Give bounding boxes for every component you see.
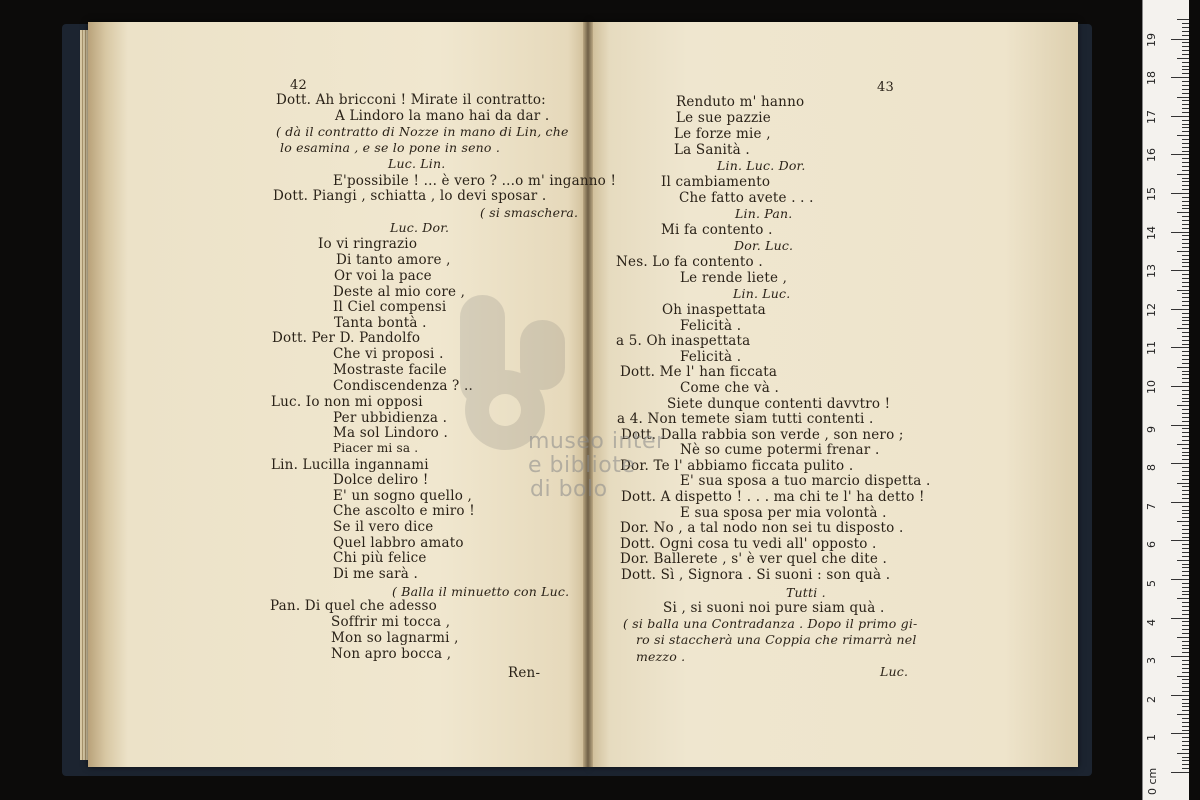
ruler-tick	[1182, 35, 1189, 36]
ruler-tick	[1182, 556, 1189, 557]
left_page-line: Or voi la pace	[334, 268, 432, 284]
ruler-tick	[1182, 432, 1189, 433]
ruler-number: 17	[1145, 109, 1158, 124]
ruler-number: 13	[1145, 264, 1158, 279]
ruler-tick	[1182, 757, 1189, 758]
ruler-tick	[1182, 583, 1189, 584]
ruler-tick	[1177, 19, 1189, 20]
ruler-tick	[1182, 525, 1189, 526]
ruler-tick	[1182, 679, 1189, 680]
ruler-tick	[1182, 131, 1189, 132]
ruler-tick	[1182, 710, 1189, 711]
ruler-tick	[1182, 127, 1189, 128]
measurement-ruler	[1142, 0, 1189, 800]
ruler-tick	[1171, 772, 1189, 773]
ruler-tick	[1182, 243, 1189, 244]
ruler-tick	[1182, 382, 1189, 383]
ruler-tick	[1182, 332, 1189, 333]
right_page-line: Le sue pazzie	[676, 110, 771, 126]
ruler-tick	[1182, 394, 1189, 395]
right_page-line: Che fatto avete . . .	[679, 190, 814, 206]
ruler-tick	[1182, 293, 1189, 294]
left_page-line: Mostraste facile	[333, 362, 447, 378]
ruler-tick	[1177, 483, 1189, 484]
ruler-tick	[1182, 591, 1189, 592]
ruler-tick	[1182, 641, 1189, 642]
ruler-tick	[1182, 239, 1189, 240]
ruler-tick	[1171, 733, 1189, 734]
ruler-tick	[1182, 151, 1189, 152]
ruler-tick	[1182, 529, 1189, 530]
ruler-tick	[1182, 305, 1189, 306]
left_page-line: Lin. Lucilla ingannami	[271, 457, 429, 473]
ruler-tick	[1182, 706, 1189, 707]
ruler-tick	[1182, 286, 1189, 287]
ruler-tick	[1182, 313, 1189, 314]
ruler-tick	[1182, 147, 1189, 148]
right_page-line: Lin. Luc.	[733, 286, 791, 301]
right_page-line: Lin. Pan.	[735, 206, 793, 221]
ruler-tick	[1182, 687, 1189, 688]
ruler-number: 10	[1145, 380, 1158, 394]
watermark-line-3: di bolo	[530, 477, 608, 502]
ruler-tick	[1182, 417, 1189, 418]
ruler-tick	[1177, 251, 1189, 252]
ruler-tick	[1182, 112, 1189, 113]
right_page-line: Dor. Te l' abbiamo ficcata pulito .	[620, 458, 854, 474]
left_page-line: Dott. Per D. Pandolfo	[272, 330, 421, 346]
ruler-tick	[1182, 73, 1189, 74]
ruler-tick	[1182, 297, 1189, 298]
ruler-tick	[1182, 166, 1189, 167]
left_page-line: E' un sogno quello ,	[333, 488, 473, 504]
right_page-line: Dott. Dalla rabbia son verde , son nero ;	[621, 427, 904, 443]
ruler-tick	[1182, 594, 1189, 595]
ruler-tick	[1182, 421, 1189, 422]
left_page-line: A Lindoro la mano hai da dar .	[335, 108, 550, 124]
ruler-tick	[1182, 544, 1189, 545]
ruler-unit: 0 cm	[1146, 767, 1159, 795]
left_page-line: Il Ciel compensi	[333, 299, 447, 315]
ruler-tick	[1182, 185, 1189, 186]
right_page-line: Come che và .	[680, 380, 779, 396]
ruler-tick	[1171, 116, 1189, 117]
ruler-tick	[1182, 490, 1189, 491]
left_page-line: E'possibile ! ... è vero ? ...o m' inganno !	[333, 173, 617, 189]
ruler-tick	[1182, 691, 1189, 692]
ruler-tick	[1182, 42, 1189, 43]
right_page-line: Dott. A dispetto ! . . . ma chi te l' ha detto !	[621, 489, 925, 505]
ruler-tick	[1182, 181, 1189, 182]
ruler-tick	[1182, 398, 1189, 399]
ruler-tick	[1182, 448, 1189, 449]
right_page-line: Mi fa contento .	[661, 222, 773, 238]
ruler-tick	[1171, 386, 1189, 387]
ruler-tick	[1171, 656, 1189, 657]
right_page-line: Lin. Luc. Dor.	[717, 158, 806, 173]
right_page-line: Dott. Me l' han ficcata	[620, 364, 778, 380]
ruler-tick	[1182, 575, 1189, 576]
ruler-tick	[1182, 216, 1189, 217]
ruler-tick	[1182, 390, 1189, 391]
ruler-tick	[1177, 58, 1189, 59]
ruler-tick	[1182, 363, 1189, 364]
left_page-line: Per ubbidienza .	[333, 410, 448, 426]
ruler-tick	[1182, 85, 1189, 86]
ruler-tick	[1182, 220, 1189, 221]
ruler-tick	[1182, 162, 1189, 163]
ruler-tick	[1182, 46, 1189, 47]
watermark-line-1: museo inter	[528, 429, 666, 454]
ruler-tick	[1182, 139, 1189, 140]
ruler-tick	[1182, 726, 1189, 727]
ruler-tick	[1182, 745, 1189, 746]
ruler-tick	[1182, 498, 1189, 499]
ruler-tick	[1182, 730, 1189, 731]
ruler-tick	[1182, 201, 1189, 202]
ruler-tick	[1182, 23, 1189, 24]
ruler-tick	[1171, 618, 1189, 619]
ruler-tick	[1182, 645, 1189, 646]
ruler-number: 18	[1145, 71, 1158, 86]
right_page-line: E' sua sposa a tuo marcio dispetta .	[680, 473, 931, 489]
ruler-tick	[1182, 301, 1189, 302]
ruler-tick	[1182, 567, 1189, 568]
left_page-line: Ren-	[508, 665, 541, 681]
ruler-tick	[1182, 621, 1189, 622]
ruler-tick	[1171, 193, 1189, 194]
ruler-number: 7	[1145, 502, 1158, 510]
ruler-number: 3	[1145, 657, 1158, 665]
left_page-line: Se il vero dice	[333, 519, 434, 535]
ruler-tick	[1182, 31, 1189, 32]
ruler-tick	[1171, 425, 1189, 426]
left_page-line: Quel labbro amato	[333, 535, 464, 551]
ruler-tick	[1182, 255, 1189, 256]
ruler-tick	[1182, 564, 1189, 565]
left_page-line: Luc. Lin.	[388, 156, 446, 171]
right_page-line: Tutti .	[786, 585, 826, 600]
right_page-line: Renduto m' hanno	[676, 94, 805, 110]
right_page-line: Siete dunque contenti davvtro !	[667, 396, 891, 412]
ruler-tick	[1182, 89, 1189, 90]
ruler-tick	[1182, 633, 1189, 634]
left_page-line: Luc. Io non mi opposi	[271, 394, 423, 410]
ruler-tick	[1177, 637, 1189, 638]
ruler-tick	[1182, 401, 1189, 402]
ruler-tick	[1177, 753, 1189, 754]
ruler-tick	[1182, 668, 1189, 669]
ruler-tick	[1182, 282, 1189, 283]
ruler-tick	[1182, 120, 1189, 121]
ruler-tick	[1182, 760, 1189, 761]
ruler-tick	[1182, 459, 1189, 460]
ruler-tick	[1182, 471, 1189, 472]
ruler-number: 2	[1145, 695, 1158, 703]
left_page-line: Pan. Di quel che adesso	[270, 598, 437, 614]
ruler-tick	[1182, 718, 1189, 719]
right_page-line: Dott. Sì , Signora . Si suoni : son quà .	[621, 567, 891, 583]
left_page-line: ( dà il contratto di Nozze in mano di Lin, che	[276, 124, 569, 139]
ruler-tick	[1171, 232, 1189, 233]
ruler-tick	[1182, 409, 1189, 410]
left_page-line: Che ascolto e miro !	[333, 503, 475, 519]
ruler-tick	[1177, 135, 1189, 136]
right_page-line: Felicità .	[680, 318, 742, 334]
ruler-number: 16	[1145, 148, 1158, 163]
ruler-tick	[1171, 540, 1189, 541]
ruler-tick	[1182, 436, 1189, 437]
ruler-tick	[1177, 521, 1189, 522]
ruler-tick	[1182, 228, 1189, 229]
ruler-tick	[1182, 513, 1189, 514]
ruler-tick	[1177, 97, 1189, 98]
right_page-line: Felicità .	[680, 349, 742, 365]
ruler-tick	[1182, 749, 1189, 750]
ruler-tick	[1171, 77, 1189, 78]
ruler-tick	[1182, 587, 1189, 588]
ruler-tick	[1182, 378, 1189, 379]
ruler-tick	[1182, 262, 1189, 263]
ruler-number: 5	[1145, 580, 1158, 587]
ruler-tick	[1182, 479, 1189, 480]
ruler-number: 1	[1145, 734, 1158, 742]
ruler-number: 12	[1145, 302, 1158, 317]
left_page-line: lo esamina , e se lo pone in seno .	[280, 140, 500, 155]
ruler-tick	[1182, 455, 1189, 456]
ruler-tick	[1182, 537, 1189, 538]
ruler-tick	[1171, 579, 1189, 580]
page-number-right: 43	[877, 80, 894, 95]
ruler-number: 8	[1145, 464, 1158, 472]
ruler-tick	[1182, 158, 1189, 159]
watermark-text	[528, 430, 666, 502]
left_page-line: ( si smaschera.	[480, 205, 579, 220]
ruler-tick	[1182, 371, 1189, 372]
ruler-tick	[1171, 502, 1189, 503]
left_page-line: Chi più felice	[333, 550, 427, 566]
ruler-tick	[1182, 660, 1189, 661]
right_page-line: Le rende liete ,	[680, 270, 788, 286]
left_page-line: Tanta bontà .	[334, 315, 427, 331]
ruler-tick	[1177, 174, 1189, 175]
ruler-tick	[1171, 463, 1189, 464]
right_page-line: ( si balla una Contradanza . Dopo il primo gi-	[623, 616, 918, 631]
ruler-tick	[1182, 100, 1189, 101]
ruler-tick	[1182, 494, 1189, 495]
right_page-line: Nè so cume potermi frenar .	[680, 442, 880, 458]
ruler-tick	[1182, 317, 1189, 318]
ruler-tick	[1182, 452, 1189, 453]
ruler-tick	[1182, 189, 1189, 190]
ruler-tick	[1182, 768, 1189, 769]
page-number-left: 42	[290, 78, 307, 93]
ruler-tick	[1182, 266, 1189, 267]
ruler-tick	[1182, 552, 1189, 553]
ruler-tick	[1182, 440, 1189, 441]
ruler-tick	[1177, 560, 1189, 561]
ruler-number: 4	[1145, 618, 1158, 626]
ruler-number: 14	[1145, 225, 1158, 240]
ruler-tick	[1177, 714, 1189, 715]
ruler-tick	[1182, 66, 1189, 67]
ruler-tick	[1182, 205, 1189, 206]
ruler-tick	[1171, 270, 1189, 271]
ruler-tick	[1182, 741, 1189, 742]
left_page-line: Dott. Ah bricconi ! Mirate il contratto:	[276, 92, 546, 108]
ruler-tick	[1182, 355, 1189, 356]
right_page-line: a 5. Oh inaspettata	[616, 333, 751, 349]
ruler-tick	[1182, 517, 1189, 518]
ruler-tick	[1182, 93, 1189, 94]
right_page-line: Nes. Lo fa contento .	[616, 254, 763, 270]
left_page-line: Deste al mio core ,	[333, 284, 466, 300]
left_page-line: Mon so lagnarmi ,	[331, 630, 459, 646]
ruler-tick	[1182, 104, 1189, 105]
ruler-tick	[1182, 629, 1189, 630]
ruler-tick	[1177, 367, 1189, 368]
ruler-tick	[1182, 50, 1189, 51]
ruler-tick	[1182, 69, 1189, 70]
right_page-line: Oh inaspettata	[662, 302, 766, 318]
ruler-tick	[1182, 764, 1189, 765]
ruler-tick	[1182, 428, 1189, 429]
ruler-number: 9	[1145, 425, 1158, 433]
right_page-line: E sua sposa per mia volontà .	[680, 505, 887, 521]
ruler-tick	[1182, 571, 1189, 572]
ruler-tick	[1177, 598, 1189, 599]
ruler-tick	[1182, 602, 1189, 603]
ruler-tick	[1171, 309, 1189, 310]
ruler-tick	[1182, 486, 1189, 487]
ruler-tick	[1182, 178, 1189, 179]
ruler-tick	[1182, 648, 1189, 649]
ruler-tick	[1182, 62, 1189, 63]
ruler-tick	[1182, 336, 1189, 337]
ruler-tick	[1177, 328, 1189, 329]
left_page-line: Ma sol Lindoro .	[333, 425, 448, 441]
right_page-line: mezzo .	[636, 649, 686, 664]
ruler-tick	[1177, 405, 1189, 406]
ruler-tick	[1182, 722, 1189, 723]
ruler-tick	[1182, 359, 1189, 360]
ruler-tick	[1182, 506, 1189, 507]
right_page-line: Dor. Luc.	[734, 238, 794, 253]
ruler-number: 6	[1145, 541, 1158, 549]
ruler-tick	[1182, 247, 1189, 248]
ruler-tick	[1182, 351, 1189, 352]
left_page-line: Condiscendenza ? ..	[333, 378, 473, 394]
ruler-tick	[1182, 197, 1189, 198]
ruler-tick	[1182, 652, 1189, 653]
ruler-tick	[1182, 340, 1189, 341]
ruler-tick	[1171, 39, 1189, 40]
ruler-tick	[1182, 143, 1189, 144]
ruler-tick	[1182, 344, 1189, 345]
ruler-tick	[1171, 154, 1189, 155]
ruler-number: 11	[1145, 341, 1158, 356]
ruler-tick	[1182, 510, 1189, 511]
right_page-line: Il cambiamento	[661, 174, 771, 190]
ruler-tick	[1182, 475, 1189, 476]
ruler-tick	[1182, 683, 1189, 684]
ruler-tick	[1177, 676, 1189, 677]
right_page-line: Si , si suoni noi pure siam quà .	[663, 600, 885, 616]
ruler-tick	[1182, 320, 1189, 321]
ruler-tick	[1182, 235, 1189, 236]
left_page-line: Piacer mi sa .	[333, 441, 419, 455]
left_page-line: Non apro bocca ,	[331, 646, 452, 662]
ruler-tick	[1182, 699, 1189, 700]
ruler-tick	[1182, 413, 1189, 414]
right_page-line: ro si staccherà una Coppia che rimarrà nel	[636, 632, 917, 647]
ruler-number: 19	[1145, 32, 1158, 47]
ruler-tick	[1182, 54, 1189, 55]
ruler-tick	[1182, 259, 1189, 260]
ruler-tick	[1182, 278, 1189, 279]
watermark-line-2: e bibliote	[528, 453, 636, 478]
right_page-line: La Sanità .	[674, 142, 750, 158]
ruler-tick	[1182, 625, 1189, 626]
ruler-tick	[1182, 374, 1189, 375]
ruler-tick	[1182, 467, 1189, 468]
ruler-tick	[1182, 610, 1189, 611]
ruler-tick	[1182, 170, 1189, 171]
ruler-tick	[1182, 208, 1189, 209]
ruler-tick	[1182, 737, 1189, 738]
ruler-tick	[1182, 224, 1189, 225]
ruler-tick	[1182, 124, 1189, 125]
ruler-tick	[1177, 444, 1189, 445]
ruler-tick	[1171, 695, 1189, 696]
right_page-line: Le forze mie ,	[674, 126, 771, 142]
ruler-tick	[1182, 672, 1189, 673]
right_page-line: Dor. Ballerete , s' è ver quel che dite .	[620, 551, 888, 567]
left_page-line: Dolce deliro !	[333, 472, 429, 488]
left_page-line: Dott. Piangi , schiatta , lo devi sposar .	[273, 188, 547, 204]
left_page-line: ( Balla il minuetto con Luc.	[392, 584, 570, 599]
right_page-line: Dott. Ogni cosa tu vedi all' opposto .	[620, 536, 877, 552]
ruler-tick	[1182, 703, 1189, 704]
ruler-tick	[1182, 27, 1189, 28]
left_page-line: Di me sarà .	[333, 566, 418, 582]
ruler-tick	[1182, 274, 1189, 275]
ruler-tick	[1182, 81, 1189, 82]
ruler-tick	[1182, 664, 1189, 665]
ruler-tick	[1182, 533, 1189, 534]
left_page-line: Che vi proposi .	[333, 346, 444, 362]
ruler-tick	[1182, 324, 1189, 325]
left_page-line: Soffrir mi tocca ,	[331, 614, 451, 630]
book-gutter	[583, 22, 593, 767]
ruler-number: 15	[1145, 187, 1158, 201]
ruler-tick	[1177, 290, 1189, 291]
ruler-tick	[1171, 347, 1189, 348]
right_page-line: Dor. No , a tal nodo non sei tu disposto .	[620, 520, 904, 536]
ruler-tick	[1182, 108, 1189, 109]
left_page-line: Luc. Dor.	[390, 220, 450, 235]
ruler-tick	[1182, 606, 1189, 607]
ruler-tick	[1177, 212, 1189, 213]
ruler-tick	[1182, 614, 1189, 615]
left_page-line: Io vi ringrazio	[318, 236, 418, 252]
ruler-tick	[1182, 548, 1189, 549]
left_page-line: Di tanto amore ,	[336, 252, 451, 268]
right_page-line: Luc.	[880, 664, 909, 679]
right_page-line: a 4. Non temete siam tutti contenti .	[617, 411, 874, 427]
